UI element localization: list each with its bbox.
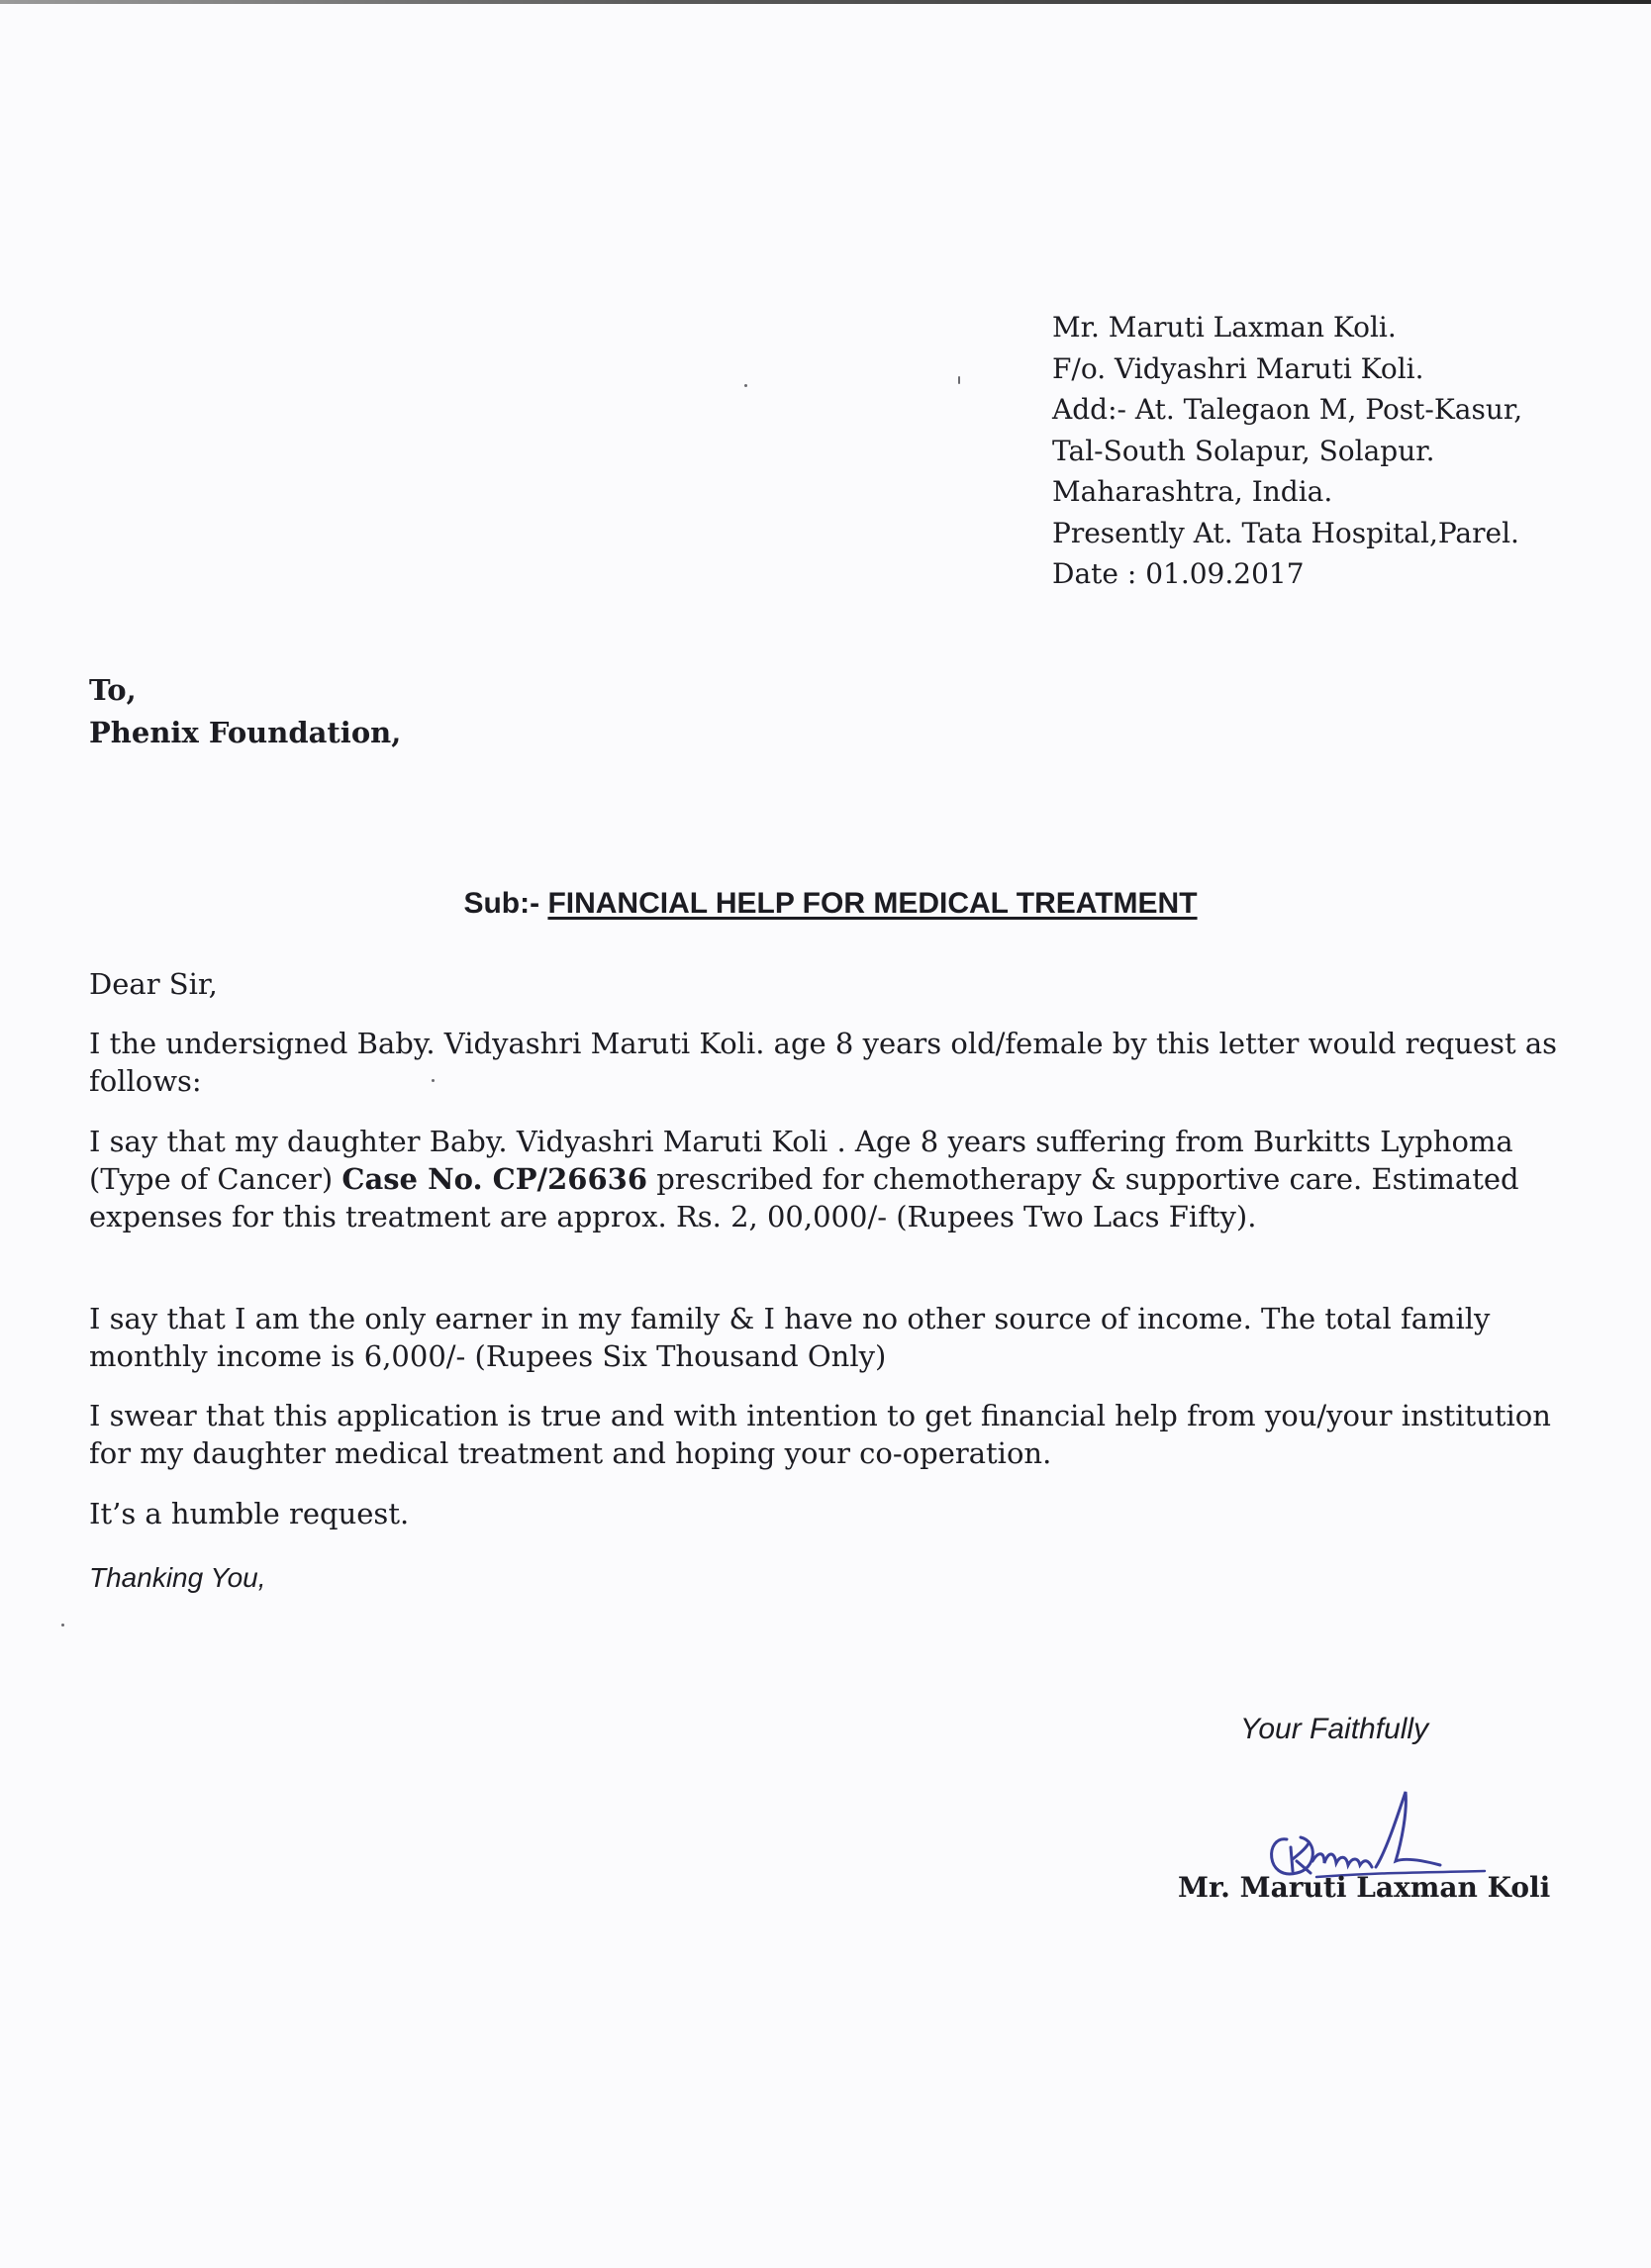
signer-name: Mr. Maruti Laxman Koli [1178, 1871, 1551, 1904]
scan-speck [61, 1624, 64, 1627]
diagnosis-text: I say that my daughter Baby. Vidyashri Maruti Koli . Age 8 years suffering from Burkitts Lyphoma (Type of Cancer) [89, 1125, 1513, 1196]
sender-present-location: Presently At. Tata Hospital,Parel. [1052, 516, 1519, 549]
greeting: Dear Sir, [89, 967, 218, 1001]
paragraph-declaration: I swear that this application is true and with intention to get financial help from you/your institution for my daughter medical treatment and hoping your co-operation. [89, 1399, 1551, 1470]
sender-address-line-2: Tal-South Solapur, Solapur. [1052, 434, 1435, 467]
valediction: Your Faithfully [1240, 1713, 1429, 1745]
paragraph-humble-request: It’s a humble request. [89, 1497, 410, 1530]
scan-speck [958, 376, 960, 384]
sender-relation: F/o. Vidyashri Maruti Koli. [1052, 351, 1424, 385]
sender-address-line-3: Maharashtra, India. [1052, 475, 1333, 508]
recipient-name: Phenix Foundation, [89, 716, 402, 749]
sender-name: Mr. Maruti Laxman Koli. [1052, 311, 1397, 344]
subject-line [0, 887, 1651, 921]
paragraph-request: I the undersigned Baby. Vidyashri Maruti Koli. age 8 years old/female by this letter would request as follows: [89, 1027, 1558, 1098]
paragraph-diagnosis [89, 1123, 1594, 1235]
scan-top-edge [0, 0, 1651, 4]
sender-address-line-1: Add:- At. Talegaon M, Post-Kasur, [1052, 393, 1523, 426]
sender-address-block [1052, 307, 1606, 595]
thanking-line: Thanking You, [89, 1562, 266, 1593]
letter-date: Date : 01.09.2017 [1052, 557, 1305, 590]
recipient-salutation: To, [89, 673, 137, 707]
treatment-expenses-text: prescribed for chemotherapy & supportive care. Estimated expenses for this treatment are approx. Rs. 2, 00,000/- (Rupees Two Lacs Fifty). [89, 1162, 1519, 1233]
paragraph-income: I say that I am the only earner in my family & I have no other source of income. The total family monthly income is 6,000/- (Rupees Six Thousand Only) [89, 1302, 1491, 1373]
recipient-block [89, 669, 401, 754]
subject-prefix: Sub:- [463, 887, 540, 920]
scan-speck [744, 384, 747, 387]
case-number: Case No. CP/26636 [341, 1162, 648, 1196]
subject-title: FINANCIAL HELP FOR MEDICAL TREATMENT [547, 887, 1198, 920]
